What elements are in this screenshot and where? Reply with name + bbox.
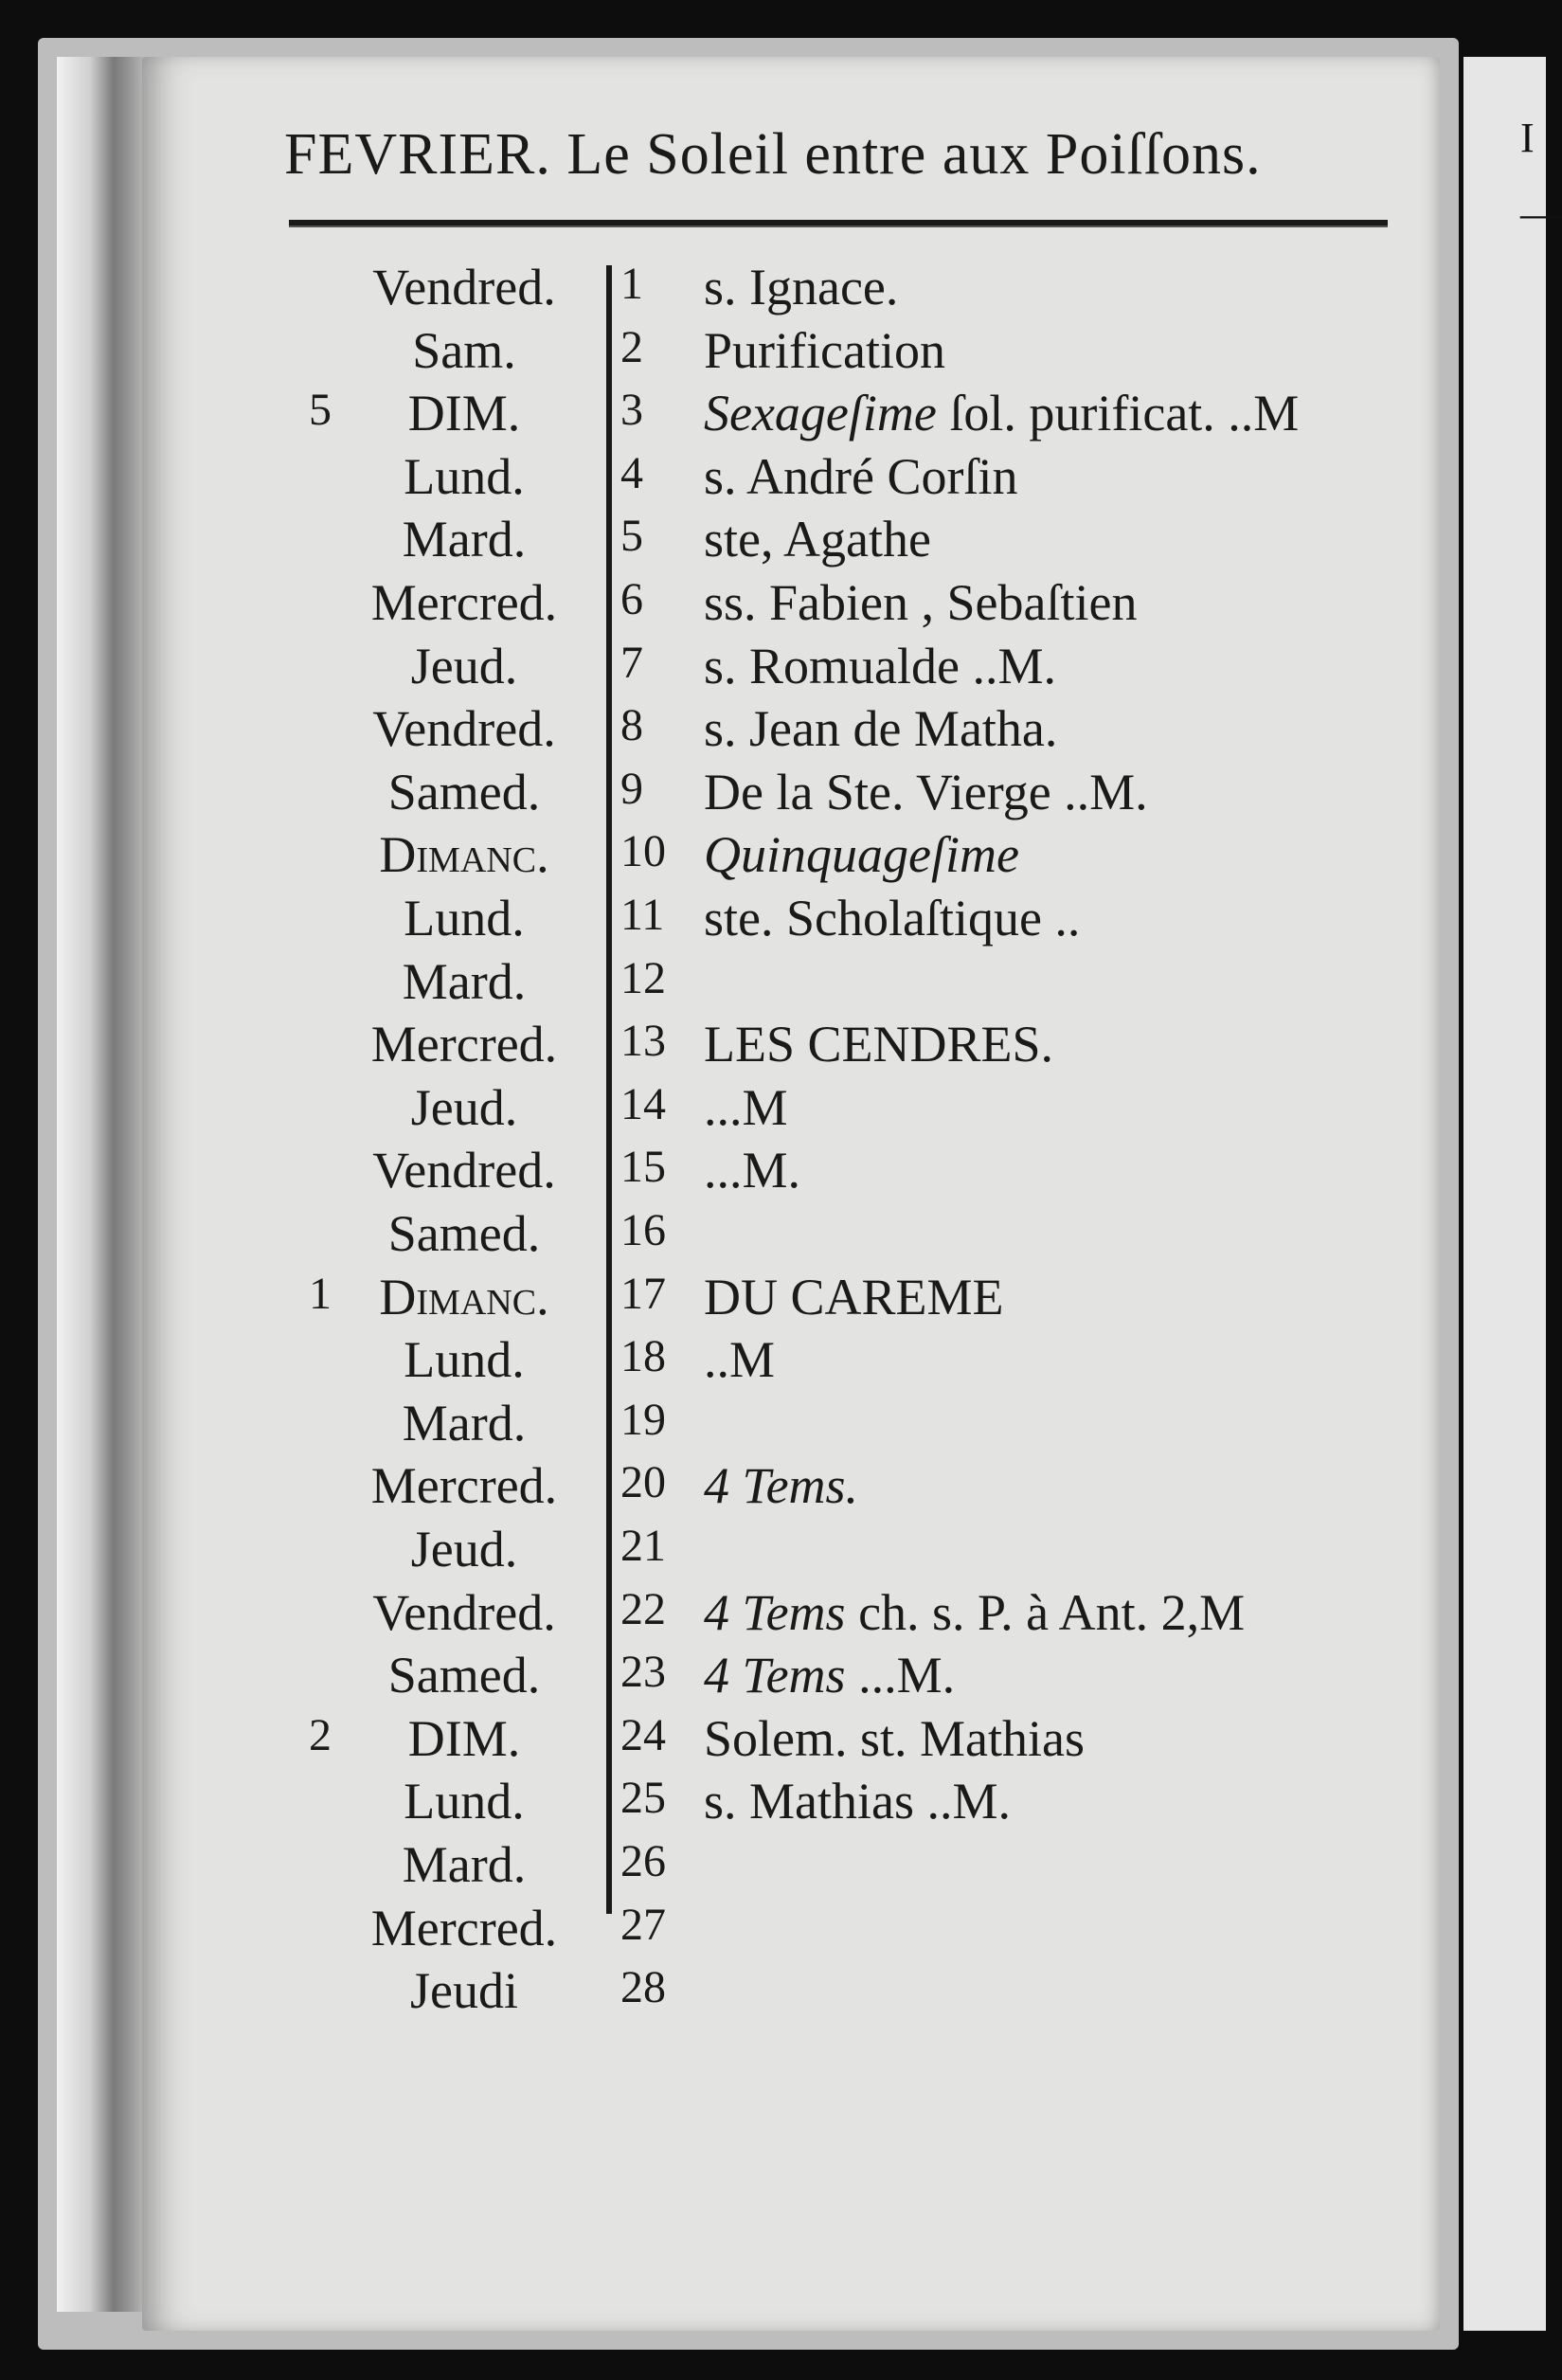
day-number: 28 (620, 1962, 666, 2013)
day-number: 25 (620, 1773, 666, 1824)
weekday-label: Lund. (404, 1331, 525, 1389)
calendar-row (0, 384, 1546, 448)
day-number: 14 (620, 1078, 666, 1129)
feast-text: ste, Agathe (704, 511, 931, 568)
day-number: 26 (620, 1836, 666, 1886)
feast-entry (704, 573, 1443, 632)
feast-entry (704, 1583, 1443, 1642)
day-number: 10 (620, 826, 666, 877)
feast-entry (704, 384, 1443, 442)
calendar-row (0, 1268, 1546, 1332)
calendar-row (0, 1394, 1546, 1458)
calendar-row (0, 1772, 1546, 1836)
feast-entry (704, 447, 1443, 506)
day-number: 12 (620, 952, 666, 1003)
day-number: 20 (620, 1457, 666, 1508)
feast-italic-text: 4 Tems (704, 1583, 846, 1641)
weekday-label: Mard. (402, 511, 527, 568)
calendar-row (0, 1961, 1546, 2026)
feast-entry (704, 1330, 1443, 1389)
feast-italic-text: 4 Tems (704, 1647, 846, 1704)
calendar-row (0, 637, 1546, 701)
week-number: 2 (309, 1709, 332, 1760)
feast-italic-text: Sexageſime (704, 385, 937, 442)
calendar-row (0, 1330, 1546, 1395)
week-number: 5 (309, 385, 332, 436)
feast-text: ste. Scholaſtique .. (704, 890, 1081, 947)
calendar-row (0, 1583, 1546, 1648)
feast-entry (704, 1646, 1443, 1704)
weekday-label: Mard. (402, 952, 527, 1010)
feast-text: s. Jean de Matha. (704, 700, 1058, 758)
weekday-label: Vendred. (372, 259, 556, 316)
day-number: 5 (620, 511, 643, 562)
day-number: 15 (620, 1142, 666, 1193)
feast-entry (704, 1709, 1443, 1768)
weekday-label: DIM. (407, 385, 521, 442)
day-number: 22 (620, 1583, 666, 1634)
calendar-row (0, 763, 1546, 827)
feast-entry (704, 321, 1443, 380)
day-number: 21 (620, 1521, 666, 1571)
calendar-row (0, 1899, 1546, 1963)
calendar-row (0, 258, 1546, 322)
weekday-label: Lund. (404, 1773, 525, 1830)
calendar-row (0, 1078, 1546, 1143)
feast-entry (704, 258, 1443, 316)
day-number: 2 (620, 321, 643, 372)
day-number: 9 (620, 763, 643, 814)
weekday-label: Dimanc. (379, 1268, 549, 1325)
feast-entry (704, 1141, 1443, 1199)
facing-page-fragment: I (1520, 115, 1535, 161)
day-number: 13 (620, 1016, 666, 1067)
day-number: 8 (620, 700, 643, 751)
feast-text: LES CENDRES. (704, 1016, 1054, 1073)
feast-entry (704, 1456, 1443, 1515)
weekday-label: Vendred. (372, 1142, 556, 1199)
day-number: 7 (620, 637, 643, 688)
feast-text: s. Ignace. (704, 259, 899, 316)
weekday-label: DIM. (407, 1709, 521, 1767)
day-number: 18 (620, 1331, 666, 1382)
feast-text: Solem. st. Mathias (704, 1709, 1085, 1767)
feast-text: ..M (704, 1331, 776, 1389)
weekday-label: Mercred. (370, 1016, 558, 1073)
day-number: 19 (620, 1394, 666, 1445)
weekday-label: Sam. (412, 321, 516, 379)
feast-entry (704, 1772, 1443, 1830)
weekday-label: Mard. (402, 1394, 527, 1451)
feast-text: s. Mathias ..M. (704, 1773, 1011, 1830)
feast-italic-text: 4 Tems. (704, 1457, 859, 1515)
weekday-label: Mercred. (370, 574, 558, 631)
weekday-label: Lund. (404, 890, 525, 947)
day-number: 3 (620, 385, 643, 436)
feast-entry (704, 1078, 1443, 1137)
feast-text: ſol. purificat. ..M (949, 385, 1300, 442)
feast-text: DU CAREME (704, 1268, 1004, 1325)
calendar-row (0, 447, 1546, 512)
weekday-label: Dimanc. (379, 826, 549, 884)
calendar-row (0, 1646, 1546, 1710)
weekday-label: Vendred. (372, 700, 556, 758)
feast-entry (704, 637, 1443, 695)
calendar-row (0, 1709, 1546, 1774)
feast-text: s. Romualde ..M. (704, 637, 1056, 694)
day-number: 24 (620, 1709, 666, 1760)
calendar-row (0, 1456, 1546, 1521)
day-number: 17 (620, 1268, 666, 1319)
facing-page-fragment: — (1520, 190, 1562, 237)
weekday-label: Lund. (404, 447, 525, 505)
week-number: 1 (309, 1268, 332, 1319)
calendar-row (0, 321, 1546, 386)
feast-text: ...M. (704, 1142, 801, 1199)
weekday-label: Jeud. (410, 1521, 518, 1578)
feast-text: Purification (704, 321, 945, 379)
day-number: 6 (620, 574, 643, 624)
weekday-label: Samed. (387, 1205, 541, 1262)
page-title: FEVRIER. Le Soleil entre aux Poiſſons. (284, 122, 1262, 187)
weekday-label: Mercred. (370, 1899, 558, 1956)
feast-entry (704, 510, 1443, 568)
calendar-row (0, 1520, 1546, 1584)
day-number: 11 (620, 890, 665, 940)
feast-text: ss. Fabien , Sebaſtien (704, 574, 1138, 631)
weekday-label: Jeud. (410, 1078, 518, 1136)
feast-text: ch. s. P. à Ant. 2,M (858, 1583, 1246, 1641)
calendar-row (0, 1015, 1546, 1079)
day-number: 16 (620, 1205, 666, 1255)
feast-text: s. André Corſin (704, 447, 1018, 505)
weekday-label: Mard. (402, 1836, 527, 1893)
feast-entry (704, 825, 1443, 884)
calendar-row (0, 573, 1546, 638)
feast-entry (704, 889, 1443, 947)
weekday-label: Jeudi (410, 1962, 518, 2020)
feast-text: ...M (704, 1078, 788, 1136)
day-number: 23 (620, 1647, 666, 1698)
weekday-label: Vendred. (372, 1583, 556, 1641)
calendar-row (0, 952, 1546, 1017)
calendar-row (0, 889, 1546, 953)
header-rule (289, 220, 1388, 227)
weekday-label: Mercred. (370, 1457, 558, 1515)
calendar-row (0, 699, 1546, 764)
calendar-row (0, 1141, 1546, 1205)
calendar-row (0, 1835, 1546, 1900)
day-number: 27 (620, 1899, 666, 1950)
feast-italic-text: Quinquageſime (704, 826, 1019, 884)
calendar-row (0, 510, 1546, 574)
feast-entry (704, 1268, 1443, 1326)
weekday-label: Samed. (387, 763, 541, 820)
feast-entry (704, 1015, 1443, 1073)
feast-entry (704, 763, 1443, 821)
day-number: 1 (620, 259, 643, 309)
calendar-row (0, 825, 1546, 890)
feast-text: De la Ste. Vierge ..M. (704, 763, 1148, 820)
weekday-label: Jeud. (410, 637, 518, 694)
feast-entry (704, 699, 1443, 758)
calendar-row (0, 1204, 1546, 1269)
feast-text: ...M. (858, 1647, 956, 1704)
day-number: 4 (620, 447, 643, 498)
weekday-label: Samed. (387, 1647, 541, 1704)
